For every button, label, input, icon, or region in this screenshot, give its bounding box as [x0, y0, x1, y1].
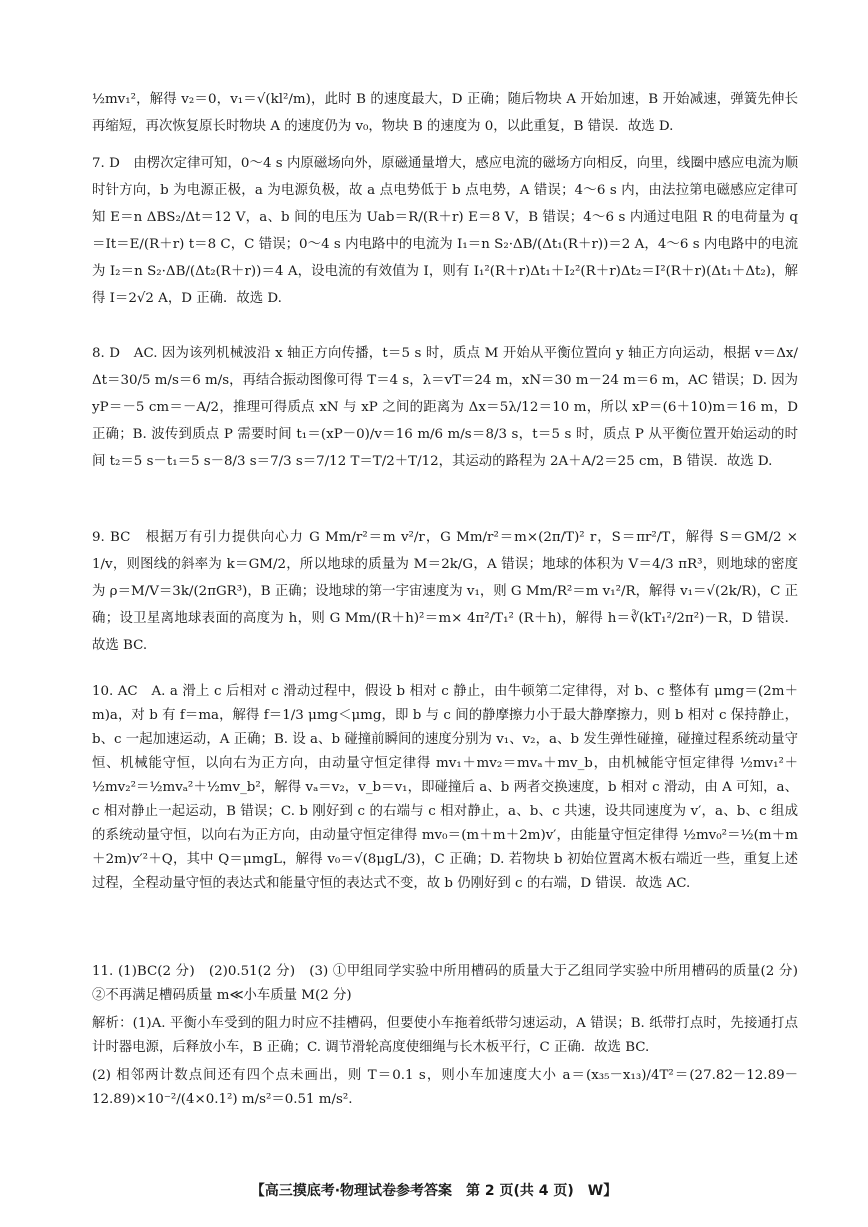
paragraph-q8: 8. D AC. 因为该列机械波沿 x 轴正方向传播，t＝5 s 时，质点 M 开始从平衡位置向 y 轴正方向运动，根据 v＝Δx/Δt＝30/5 m/s＝6 m/s，再结合振动图像可得 T＝4 s，λ＝vT＝24 m，xN＝30 m－24 m＝6 m，AC 错误；D. 因为 yP＝－5 cm＝－A/2，推理可得质点 xN 与 xP 之间的距离为 Δx＝5λ/12＝10 m，所以 xP＝(6＋10)m＝16 m，D 正确；B. 波传到质点 P 需要时间 t₁＝(xP－0)/v＝16 m/6 m/s＝8/3 s，t＝5 s 时，质点 P 从平衡位置开始运动的时间 t₂＝5 s－t₁＝5 s－8/3 s＝7/3 s＝7/12 T＝T/2＋T/12，其运动的路程为 2A＋A/2＝25 cm，B 错误．故选 D. — [92, 346, 798, 469]
paragraph-q11-answers: 11. (1)BC(2 分) (2)0.51(2 分) (3) ①甲组同学实验中所用槽码的质量大于乙组同学实验中所用槽码的质量(2 分) ②不再满足槽码质量 m≪小车质量 M(2 分) — [92, 964, 812, 1003]
paragraph-q7: 7. D 由楞次定律可知，0～4 s 内原磁场向外，原磁通量增大，感应电流的磁场方向相反，向里，线圈中感应电流为顺时针方向，b 为电源正极，a 为电源负极，故 a 点电势低于 b 点电势，A 错误；4～6 s 内，由法拉第电磁感应定律可知 E＝n ΔBS₂/Δt＝12 V，a、b 间的电压为 Uab＝R/(R＋r) E＝8 V，B 错误；4～6 s 内通过电阻 R 的电荷量为 q＝It＝E/(R＋r) t＝8 C，C 错误；0～4 s 内电路中的电流为 I₁＝n S₂·ΔB/(Δt₁(R＋r))＝2 A，4～6 s 内电路中的电流为 I₂＝n S₂·ΔB/(Δt₂(R＋r))＝4 A，设电流的有效值为 I，则有 I₁²(R＋r)Δt₁＋I₂²(R＋r)Δt₂＝I²(R＋r)(Δt₁＋Δt₂)，解得 I＝2√2 A，D 正确．故选 D. — [92, 156, 798, 306]
paragraph-q11-analysis: 解析：(1)A. 平衡小车受到的阻力时应不挂槽码，但要使小车拖着纸带匀速运动，A 错误；B. 纸带打点时，先接通打点计时器电源，后释放小车，B 正确；C. 调节滑轮高度使细绳与长木板平行，C 正确．故选 BC. — [92, 1016, 798, 1055]
paragraph-q6-tail: ½mv₁²，解得 v₂＝0，v₁＝√(kl²/m)，此时 B 的速度最大，D 正确；随后物块 A 开始加速，B 开始减速，弹簧先伸长再缩短，再次恢复原长时物块 A 的速度仍为 v₀，物块 B 的速度为 0，以此重复，B 错误．故选 D. — [92, 92, 798, 134]
paragraph-q10: 10. AC A. a 滑上 c 后相对 c 滑动过程中，假设 b 相对 c 静止，由牛顿第二定律得，对 b、c 整体有 μmg＝(2m＋m)a，对 b 有 f＝ma，解得 f＝1/3 μmg＜μmg，即 b 与 c 间的静摩擦力小于最大静摩擦力，则 b 相对 c 保持静止，b、c 一起加速运动，A 正确；B. 设 a、b 碰撞前瞬间的速度分别为 v₁、v₂，a、b 发生弹性碰撞，碰撞过程系统动量守恒、机械能守恒，以向右为正方向，由动量守恒定律得 mv₁＋mv₂＝mvₐ＋mv_b，由机械能守恒定律得 ½mv₁²＋½mv₂²＝½mvₐ²＋½mv_b²，解得 vₐ＝v₂，v_b＝v₁，即碰撞后 a、b 两者交换速度，b 相对 c 滑动，由 A 可知，a、c 相对静止一起运动，B 错误；C. b 刚好到 c 的右端与 c 相对静止，a、b、c 共速，设共同速度为 v′，a、b、c 组成的系统动量守恒，以向右为正方向，由动量守恒定律得 mv₀＝(m＋m＋2m)v′，由能量守恒定律得 ½mv₀²＝½(m＋m＋2m)v′²＋Q，其中 Q＝μmgL，解得 v₀＝√(8μgL/3)，C 正确；D. 若物块 b 初始位置离木板右端近一些，重复上述过程，全程动量守恒的表达式和能量守恒的表达式不变，故 b 仍刚好到 c 的右端，D 错误．故选 AC. — [92, 684, 798, 891]
paragraph-q9: 9. BC 根据万有引力提供向心力 G Mm/r²＝m v²/r，G Mm/r²＝m×(2π/T)² r，S＝πr²/T，解得 S＝GM/2 × 1/v，则图线的斜率为 k＝GM/2，所以地球的质量为 M＝2k/G，A 错误；地球的体积为 V＝4/3 πR³，则地球的密度为 ρ＝M/V＝3k/(2πGR³)，B 正确；设地球的第一宇宙速度为 v₁，则 G Mm/R²＝m v₁²/R，解得 v₁＝√(2k/R)，C 正确；设卫星离地球表面的高度为 h，则 G Mm/(R＋h)²＝m× 4π²/T₁² (R＋h)，解得 h＝∛(kT₁²/2π²)－R，D 错误．故选 BC. — [92, 530, 798, 653]
page-footer: 【高三摸底考·物理试卷参考答案 第 2 页(共 4 页) W】 — [250, 1183, 618, 1199]
paragraph-q11-calculation: (2) 相邻两计数点间还有四个点未画出，则 T＝0.1 s，则小车加速度大小 a＝(x₃₅－x₁₃)/4T²＝(27.82－12.89－12.89)×10⁻²/(4×0.1²) m/s²＝0.51 m/s². — [92, 1068, 798, 1107]
